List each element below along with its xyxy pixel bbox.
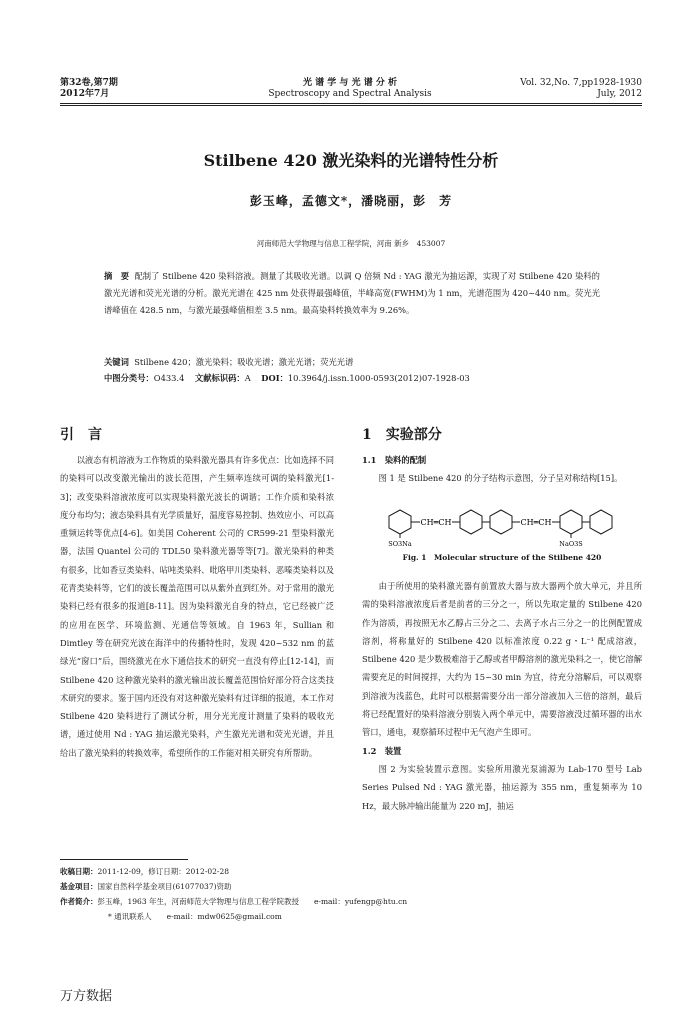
- footnotes: [60, 864, 642, 924]
- journal-month-year: July, 2012: [597, 89, 642, 99]
- footnote-received: [60, 864, 642, 879]
- vinyl-group-left: CH═CH: [420, 518, 452, 527]
- doi-label: DOI：: [261, 373, 288, 383]
- footnote-corresponding: [60, 909, 642, 924]
- benzene-ring-4: [560, 510, 582, 534]
- journal-title-cn: 光 谱 学 与 光 谱 分 析: [303, 78, 397, 88]
- doi-value: 10.3964/j.issn.1000-0593(2012)07-1928-03: [287, 373, 470, 383]
- abstract: [104, 268, 600, 319]
- section1-body-bottom: [362, 577, 642, 815]
- subsection-1-1-title: 1.1 染料的配制: [362, 455, 427, 465]
- journal-date: 2012年7月: [60, 89, 110, 99]
- keywords: [104, 356, 600, 368]
- footnote-text: 2011-12-09，修订日期：2012-02-28: [97, 867, 229, 876]
- subsection-1-2-body: 图 2 为实验装置示意图。实验所用激光泵浦源为 Lab-170 型号 Lab Series Pulsed Nd : YAG 激光器，抽运源为 355 nm，重复频率为 10 Hz，最大脉冲输出能量为 220 mJ，抽运: [362, 763, 642, 811]
- classification-line: [104, 372, 600, 384]
- abstract-label: 摘 要: [104, 271, 130, 281]
- footnote-text: 彭玉峰，1963 年生，河南师范大学物理与信息工程学院教授 e-mail：yufengp@htu.cn: [97, 897, 408, 906]
- benzene-ring-2: [460, 510, 482, 534]
- subsection-1-1-intro: 图 1 是 Stilbene 420 的分子结构示意图，分子呈对称结构[15]。: [378, 473, 623, 484]
- footnote-label: 收稿日期：: [60, 867, 98, 876]
- clc-label: 中图分类号：: [104, 373, 154, 383]
- footnote-rule: [60, 859, 188, 860]
- sulfonate-left: SO3Na: [388, 540, 412, 548]
- journal-title-en: Spectroscopy and Spectral Analysis: [268, 89, 432, 99]
- footnote-funding: [60, 879, 642, 894]
- affiliation: 河南师范大学物理与信息工程学院，河南 新乡 453007: [256, 239, 446, 248]
- vinyl-group-right: CH═CH: [520, 518, 552, 527]
- sulfonate-right: NaO3S: [559, 540, 583, 548]
- benzene-ring-3: [490, 510, 512, 534]
- author-list: 彭玉峰，孟德文*，潘晓丽，彭 芳: [249, 194, 453, 208]
- doc-code-label: 文献标识码：: [194, 373, 245, 383]
- header-rule-second: [60, 105, 642, 106]
- intro-body: [60, 451, 334, 762]
- subsection-1-1-body: 由于所使用的染料激光器有前置放大器与放大器两个放大单元，并且所需的染料溶液浓度后者是前者的三分之一，所以先取定量的 Stilbene 420 作为溶质，再按照无水乙醇占三分之二、去离子水占三分之一的比例配置成溶剂，将称量好的 Stilbene 420 以标准浓度 0.22 g・L⁻¹ 配成溶液，Stilbene 420 是少数极难溶于乙醇或者甲醇溶剂的激光染料之一，使它溶解需要充足的时间搅拌，大约为 15~30 min 为宜，待充分溶解后，可以观察到溶液为浅蓝色，此时可以根据需要分出一部分溶液加入三倍的溶剂，最后将已经配置好的染料溶液分别装入两个单元中，需要溶液没过循环器的出水管口，通电，观察循环过程中无气泡产生即可。: [362, 581, 642, 738]
- section1-heading: 1 实验部分: [362, 427, 442, 443]
- journal-vol-pages: Vol. 32,No. 7,pp1928-1930: [520, 78, 642, 88]
- doc-code: A: [244, 373, 251, 383]
- keywords-text: Stilbene 420；激光染料；吸收光谱；激光光谱；荧光光谱: [134, 357, 354, 367]
- clc-code: O433.4: [153, 373, 185, 383]
- stilbene-structure-figure: [380, 504, 630, 548]
- journal-volume-issue: 第32卷,第7期: [60, 78, 118, 88]
- intro-heading: 引 言: [60, 427, 102, 443]
- footnote-text: * 通讯联系人 e-mail：mdw0625@gmail.com: [108, 912, 282, 921]
- section1-body-top: [362, 451, 642, 488]
- header-rule: [60, 103, 642, 104]
- footnote-text: 国家自然科学基金项目(61077037)资助: [97, 882, 232, 891]
- keywords-label: 关键词: [104, 357, 129, 367]
- benzene-ring-5: [590, 510, 612, 534]
- figure-1-caption: Fig. 1 Molecular structure of the Stilbene 420: [402, 553, 602, 562]
- paper-title: Stilbene 420 激光染料的光谱特性分析: [203, 151, 499, 170]
- footnote-label: 作者简介：: [60, 897, 98, 906]
- benzene-ring-1: [389, 510, 411, 534]
- abstract-text: 配制了 Stilbene 420 染料溶液。测量了其吸收光谱。以调 Q 倍频 Nd : YAG 激光为抽运源，实现了对 Stilbene 420 染料的激光光谱和荧光光谱的分析。激光光谱在 425 nm 处获得最强峰值，半峰高宽(FWHM)为 1 nm，光谱范围为 420~440 nm。荧光光谱峰值在 428.5 nm，与激光最强峰值相差 3.5 nm。最高染料转换效率为 9.26%。: [104, 271, 600, 315]
- watermark: 万方数据: [60, 989, 113, 1004]
- footnote-label: 基金项目：: [60, 882, 98, 891]
- intro-paragraph: 以液态有机溶液为工作物质的染料激光器具有许多优点：比如选择不同的染料可以改变激光输出的波长范围，产生频率连续可调的染料激光[1-3]；改变染料溶液浓度可以实现染料激光波长的调谐；工作介质和染料浓度分布均匀；液态染料具有光学质量好，温度容易控制、热效应小、可以高重频运转等优点[4-6]。如美国 Coherent 公司的 CR599-21 型染料激光器，法国 Quantel 公司的 TDL50 染料激光器等等[7]。激光染料的种类有很多，比如香豆类染料、呫吨类染料、吡咯甲川类染料、恶嗪类染料以及花青类染料等，它们的波长覆盖范围可以从紫外直到红外。对于常用的激光染料已经有很多的报道[8-11]。因为染料激光自身的特点，它已经被广泛的应用在医学、环境监测、光通信等领域。自 1963 年，Sullian 和 Dimtley 等在研究光波在海洋中的传播特性时，发现 420~532 nm 的蓝绿光“窗口”后，围绕激光在水下通信技术的研究一直没有停止[12-14]，而 Stilbene 420 这种激光染料的激光输出波长覆盖范围恰好部分符合这类技术研究的要求。鉴于国内还没有对这种激光染料有过详细的报道，本工作对 Stilbene 420 染料进行了测试分析，用分光光度计测量了染料的吸收光谱，通过使用 Nd : YAG 抽运激光染料，产生激光光谱和荧光光谱，并且给出了激光染料的转换效率，希望所作的工作能对相关研究有所帮助。: [60, 455, 334, 758]
- subsection-1-2-title: 1.2 装置: [362, 745, 402, 756]
- footnote-author-bio: [60, 894, 642, 909]
